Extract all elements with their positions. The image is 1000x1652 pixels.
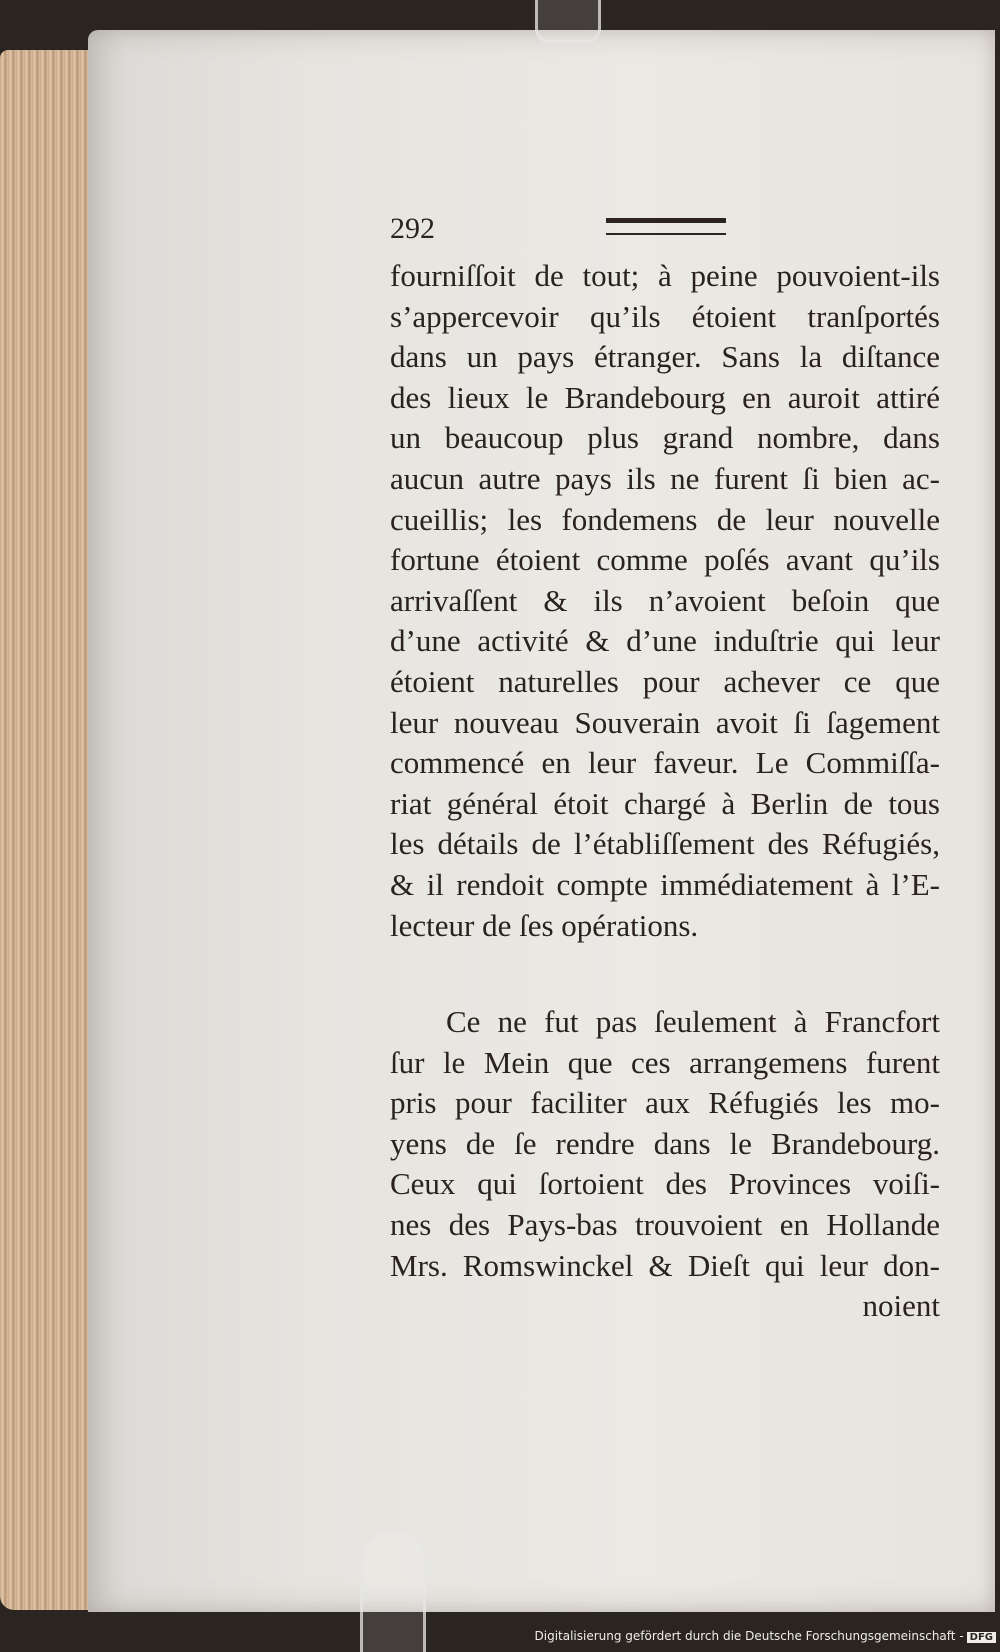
text-line: & il rendoit compte immédiatement à l’E- [390,866,940,902]
text-line: dans un pays étranger. Sans la diſtance [390,339,940,375]
text-line: d’une activité & d’une induſtrie qui leur [390,623,940,659]
credit-text: Digitalisierung gefördert durch die Deutsche Forschungsgemeinschaft - [534,1629,964,1643]
text-line: ſur le Mein que ces arrangemens furent [390,1044,940,1080]
text-line: étoient naturelles pour achever ce que [390,663,940,699]
text-line: riat général étoit chargé à Berlin de tous [390,785,940,821]
text-line: leur nouveau Souverain avoit ſi ſagement [390,704,940,740]
digitization-credit [535,1629,997,1643]
text-line: nes des Pays-bas trouvoient en Hollande [390,1207,940,1243]
text-line: un beaucoup plus grand nombre, dans [390,420,940,456]
text-line: yens de ſe rendre dans le Brandebourg. [390,1125,940,1161]
text-line: commencé en leur faveur. Le Commiſſa- [390,745,940,781]
text-line: les détails de l’établiſſement des Réfugiés, [390,826,940,862]
text-line: arrivaſſent & ils n’avoient beſoin que [390,582,940,618]
text-line: Ce ne fut pas ſeulement à Francfort [446,1004,940,1040]
page-clip-bottom [360,1530,426,1652]
text-line: des lieux le Brandebourg en auroit attiré [390,379,940,415]
page-edges [0,50,100,1610]
text-line: lecteur de ſes opérations. [390,907,699,943]
text-line: fourniſſoit de tout; à peine pouvoient-ils [390,258,940,293]
text-line: aucun autre pays ils ne furent ſi bien ac- [390,460,940,496]
text-line: fortune étoient comme poſés avant qu’ils [390,542,940,578]
text-line: Ceux qui ſortoient des Provinces voiſi- [390,1166,940,1202]
dfg-logo: DFG [967,1632,996,1643]
paragraph-gap [390,946,940,1002]
header-rule [606,218,726,235]
text-line: pris pour faciliter aux Réfugiés les mo- [390,1085,940,1121]
page-number: 292 [390,212,435,245]
catchword: noient [862,1288,940,1324]
page-clip-top [535,0,601,43]
text-line: cueillis; les fondemens de leur nouvelle [390,501,940,537]
body-text [390,256,940,1327]
text-line: Mrs. Romswinckel & Dieſt qui leur don- [390,1247,940,1283]
text-line: s’appercevoir qu’ils étoient tranſportés [390,298,940,334]
